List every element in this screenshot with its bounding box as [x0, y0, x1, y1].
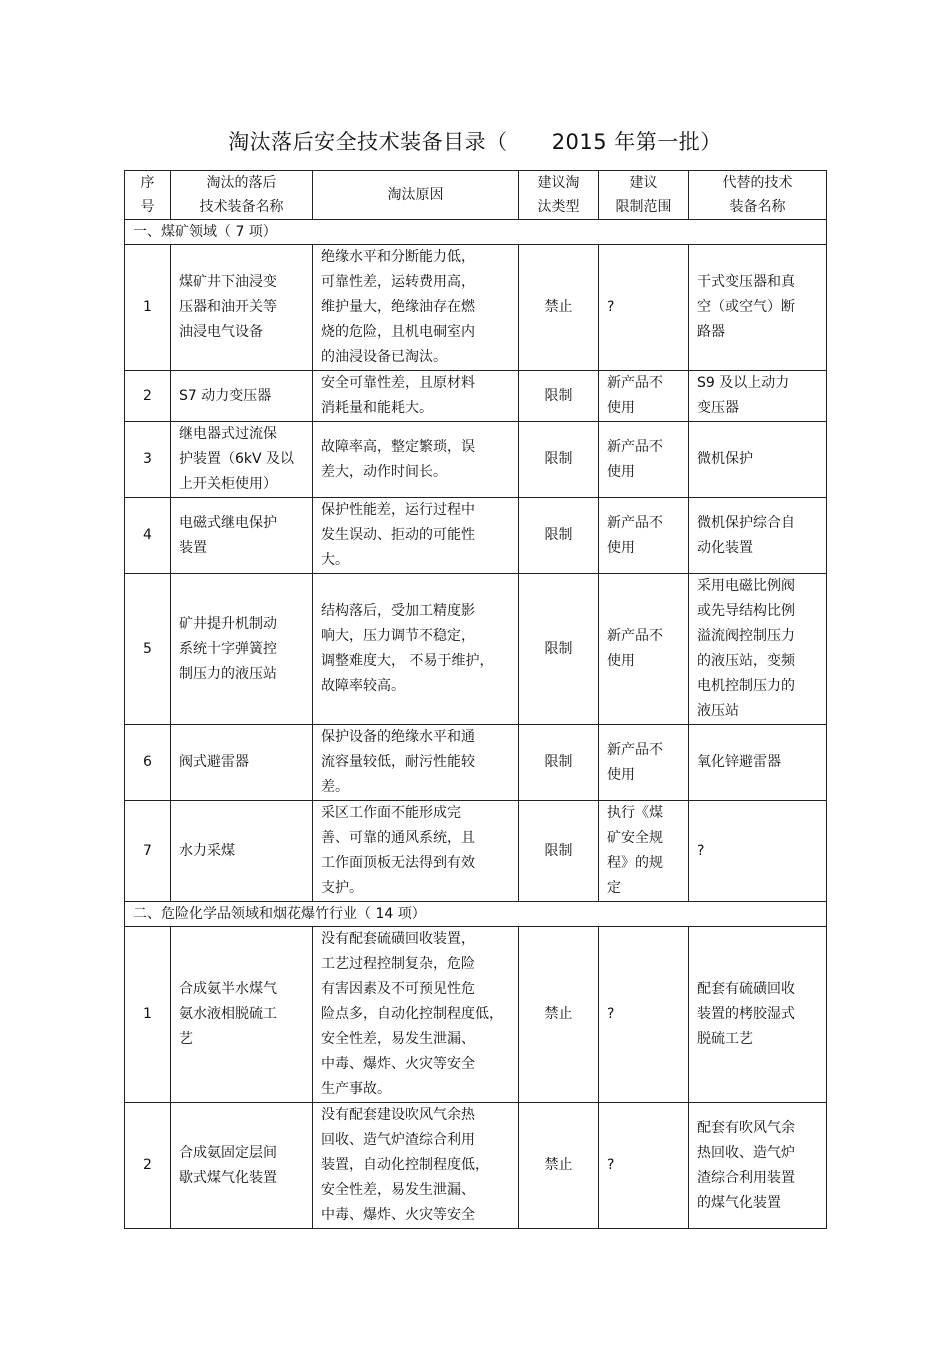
table-row	[125, 574, 827, 725]
replace-cell: 微机保护	[689, 422, 827, 498]
replace-cell: 干式变压器和真 空（或空气）断 路器	[689, 245, 827, 371]
header-reason: 淘汰原因	[313, 171, 519, 220]
replace-cell: 配套有吹风气余 热回收、造气炉 渣综合利用装置 的煤气化装置	[689, 1103, 827, 1229]
header-seq: 序 号	[125, 171, 171, 220]
type-cell: 限制	[519, 422, 599, 498]
seq-cell: 2	[125, 1103, 171, 1229]
seq-cell: 4	[125, 498, 171, 574]
name-cell: S7 动力变压器	[171, 371, 313, 422]
scope-cell: ?	[599, 927, 689, 1103]
section-row	[125, 902, 827, 927]
name-cell: 矿井提升机制动 系统十字弹簧控 制压力的液压站	[171, 574, 313, 725]
name-cell: 电磁式继电保护 装置	[171, 498, 313, 574]
scope-cell: 新产品不 使用	[599, 422, 689, 498]
name-cell: 合成氨半水煤气 氨水液相脱硫工 艺	[171, 927, 313, 1103]
table-row	[125, 371, 827, 422]
scope-cell: 新产品不 使用	[599, 498, 689, 574]
seq-cell: 2	[125, 371, 171, 422]
table-row	[125, 927, 827, 1103]
reason-cell: 采区工作面不能形成完 善、可靠的通风系统，且 工作面顶板无法得到有效 支护。	[313, 801, 519, 902]
header-name: 淘汰的落后 技术装备名称	[171, 171, 313, 220]
header-type: 建议淘 汰类型	[519, 171, 599, 220]
section-label: 一、煤矿领域（ 7 项）	[125, 220, 827, 245]
section-row	[125, 220, 827, 245]
replace-cell: ?	[689, 801, 827, 902]
table-row	[125, 498, 827, 574]
scope-cell: 新产品不 使用	[599, 725, 689, 801]
name-cell: 继电器式过流保 护装置（6kV 及以 上开关柜使用）	[171, 422, 313, 498]
reason-cell: 保护性能差，运行过程中 发生误动、拒动的可能性 大。	[313, 498, 519, 574]
seq-cell: 7	[125, 801, 171, 902]
scope-cell: ?	[599, 245, 689, 371]
name-cell: 水力采煤	[171, 801, 313, 902]
type-cell: 限制	[519, 725, 599, 801]
title-main: 淘汰落后安全技术装备目录（	[228, 130, 508, 154]
reason-cell: 没有配套硫磺回收装置， 工艺过程控制复杂，危险 有害因素及不可预见性危 险点多，自动化控制程度低， 安全性差，易发生泄漏、 中毒、爆炸、火灾等安全 生产事故。	[313, 927, 519, 1103]
reason-cell: 安全可靠性差，且原材料 消耗量和能耗大。	[313, 371, 519, 422]
type-cell: 禁止	[519, 245, 599, 371]
reason-cell: 绝缘水平和分断能力低， 可靠性差，运转费用高， 维护量大，绝缘油存在燃 烧的危险，且机电硐室内 的油浸设备已淘汰。	[313, 245, 519, 371]
reason-cell: 保护设备的绝缘水平和通 流容量较低，耐污性能较 差。	[313, 725, 519, 801]
type-cell: 限制	[519, 371, 599, 422]
name-cell: 合成氨固定层间 歇式煤气化装置	[171, 1103, 313, 1229]
type-cell: 限制	[519, 801, 599, 902]
seq-cell: 1	[125, 245, 171, 371]
table-row	[125, 245, 827, 371]
replace-cell: 氧化锌避雷器	[689, 725, 827, 801]
replace-cell: 配套有硫磺回收 装置的栲胶湿式 脱硫工艺	[689, 927, 827, 1103]
replace-cell: 微机保护综合自 动化装置	[689, 498, 827, 574]
seq-cell: 3	[125, 422, 171, 498]
reason-cell: 结构落后，受加工精度影 响大，压力调节不稳定， 调整难度大， 不易于维护， 故障率较高。	[313, 574, 519, 725]
table-row	[125, 725, 827, 801]
type-cell: 禁止	[519, 1103, 599, 1229]
reason-cell: 故障率高，整定繁琐，误 差大，动作时间长。	[313, 422, 519, 498]
table-body	[125, 220, 827, 1229]
scope-cell: 新产品不 使用	[599, 371, 689, 422]
section-label: 二、危险化学品领域和烟花爆竹行业（ 14 项）	[125, 902, 827, 927]
document-title	[0, 126, 950, 156]
header-row	[125, 171, 827, 220]
type-cell: 限制	[519, 574, 599, 725]
table-row	[125, 1103, 827, 1229]
header-scope: 建议 限制范围	[599, 171, 689, 220]
type-cell: 限制	[519, 498, 599, 574]
seq-cell: 6	[125, 725, 171, 801]
seq-cell: 1	[125, 927, 171, 1103]
title-year: 2015 年第一批）	[551, 130, 722, 154]
scope-cell: ?	[599, 1103, 689, 1229]
seq-cell: 5	[125, 574, 171, 725]
replace-cell: 采用电磁比例阀 或先导结构比例 溢流阀控制压力 的液压站，变频 电机控制压力的 液压站	[689, 574, 827, 725]
name-cell: 煤矿井下油浸变 压器和油开关等 油浸电气设备	[171, 245, 313, 371]
scope-cell: 执行《煤 矿安全规 程》的规 定	[599, 801, 689, 902]
header-replace: 代替的技术 装备名称	[689, 171, 827, 220]
equipment-table	[124, 170, 827, 1229]
scope-cell: 新产品不 使用	[599, 574, 689, 725]
replace-cell: S9 及以上动力 变压器	[689, 371, 827, 422]
reason-cell: 没有配套建设吹风气余热 回收、造气炉渣综合利用 装置，自动化控制程度低， 安全性差，易发生泄漏、 中毒、爆炸、火灾等安全	[313, 1103, 519, 1229]
name-cell: 阀式避雷器	[171, 725, 313, 801]
type-cell: 禁止	[519, 927, 599, 1103]
table-row	[125, 422, 827, 498]
table-row	[125, 801, 827, 902]
